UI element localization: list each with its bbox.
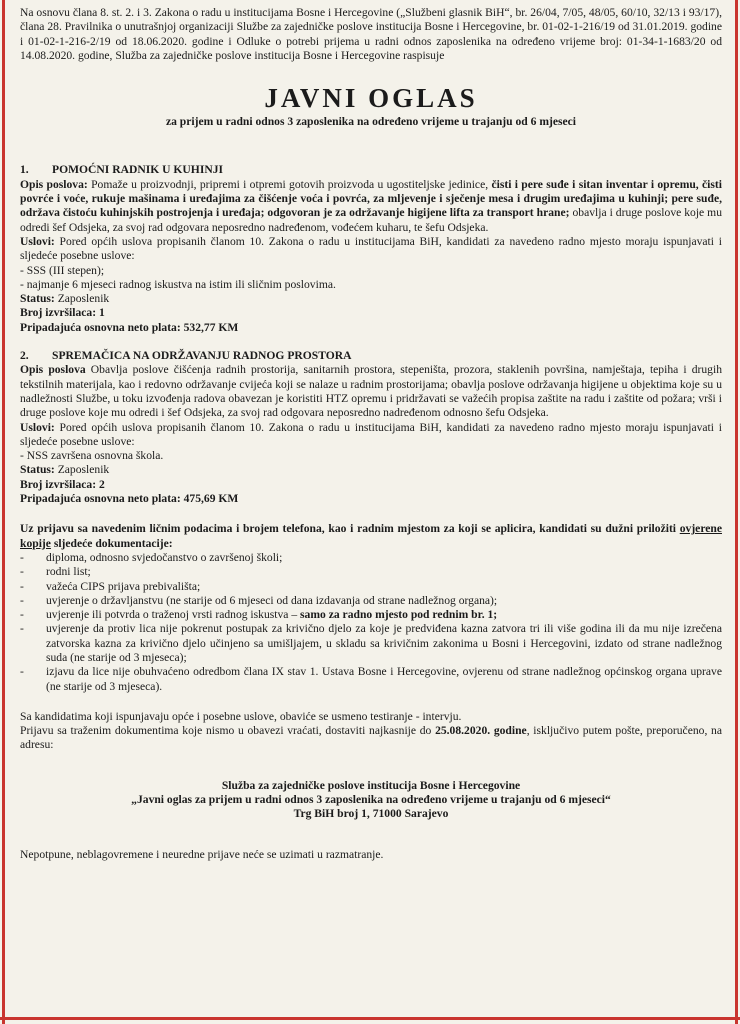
position-2-name: SPREMAČICA NA ODRŽAVANJU RADNOG PROSTORA	[52, 349, 352, 363]
conditions-label: Uslovi:	[20, 420, 55, 434]
documents-intro-underlined: ovjerene kopije	[20, 522, 722, 550]
conditions-text: Pored općih uslova propisanih članom 10. Zakona o radu u institucijama BiH, kandidati za navedeno radno mjesto moraju ispunjavati i sljedeće posebne uslove:	[20, 420, 722, 448]
document-text: važeća CIPS prijava prebivališta;	[46, 579, 201, 593]
document-text: izjavu da lice nije obuhvaćeno odredbom člana IX stav 1. Ustava Bosne i Hercegovine, ovjerenu od strane nadležnog općinskog organa uprave (ne starije od 3 mjeseca).	[46, 665, 722, 693]
list-dash: -	[20, 622, 24, 636]
duties-label: Opis poslova:	[20, 177, 88, 191]
status-label: Status:	[20, 292, 55, 306]
duties-part: Pomaže u proizvodnji, pripremi i otpremi gotovih proizvoda u ugostiteljske jedinice,	[87, 177, 492, 191]
position-2-heading	[20, 349, 722, 363]
list-dash: -	[20, 665, 24, 679]
list-dash: -	[20, 608, 24, 622]
position-1-name: POMOĆNI RADNIK U KUHINJI	[52, 163, 224, 177]
duties-part-bold: čisti i pere suđe i sitan inventar i opremu, čisti povrće i voće, rukuje mašinama i uređajima za čišćenje voća i povrća, za mljevenje i sječenje mesa i drugim uređajima u kuhinji; pere suđe, održava čistoću kuhinjskih postrojenja i uređaja; odgovoran je za održavanje higijene lifta za transport hrane;	[20, 177, 722, 220]
position-1	[20, 163, 722, 335]
status-value: Zaposlenik	[54, 463, 110, 477]
address-line-2: „Javni oglas za prijem u radni odnos 3 zaposlenika na određeno vrijeme u trajanju od 6 mjeseci“	[131, 793, 611, 807]
position-1-duties	[20, 178, 722, 235]
conditions-text: Pored općih uslova propisanih članom 10. Zakona o radu u institucijama BiH, kandidati za navedeno radno mjesto moraju ispunjavati i sljedeće posebne uslove:	[20, 234, 722, 263]
document-item	[20, 565, 722, 579]
position-1-number: 1.	[20, 163, 29, 177]
document-text: diploma, odnosno svjedočanstvo o završenoj školi;	[46, 550, 283, 564]
deadline-paragraph	[20, 724, 722, 753]
position-1-salary: Pripadajuća osnovna neto plata: 532,77 KM	[20, 320, 239, 334]
document-text: uvjerenje o državljanstvu (ne starije od 6 mjeseci od dana izdavanja od strane nadležnog organa);	[46, 593, 498, 607]
position-2-duties	[20, 363, 722, 420]
list-dash: -	[20, 593, 24, 607]
legal-basis-paragraph: Na osnovu člana 8. st. 2. i 3. Zakona o radu u institucijama Bosne i Hercegovine („Službeni glasnik BiH“, br. 26/04, 7/05, 48/05, 60/10, 32/13 i 93/17), člana 28. Pravilnika o unutrašnjoj organizaciji Službe za zajedničke poslove institucija Bosne i Hercegovine, br. 01-02-1-216/19 od 31.01.2019. godine i 01-02-1-216-2/19 od 18.06.2020. godine i Odluke o potrebi prijema u radni odnos zaposlenika na određeno vrijeme broj: 01-34-1-1683/20 od 14.08.2020. godine, Služba za zajedničke poslove institucija Bosne i Hercegovine raspisuje	[20, 6, 722, 62]
document-text: uvjerenje ili potvrda o traženoj vrsti radnog iskustva –	[46, 608, 301, 622]
status-label: Status:	[20, 463, 55, 477]
position-2-executors: Broj izvršilaca: 2	[20, 477, 105, 491]
duties-label: Opis poslova	[20, 363, 86, 377]
list-dash: -	[20, 579, 24, 593]
list-dash: -	[20, 565, 24, 579]
requirement-item: - najmanje 6 mjeseci radnog iskustva na istim ili sličnim poslovima.	[20, 277, 336, 291]
document-item	[20, 551, 722, 565]
document-item	[20, 622, 722, 665]
position-1-status	[20, 292, 722, 306]
duties-part: obavlja i druge poslove koje mu odredi šef Odsjeka, za svoj rad odgovara neposredno nadređenom, vođećem kuharu, te šefu Odsjeka.	[20, 206, 722, 234]
position-1-conditions	[20, 235, 722, 264]
deadline-tail: , isključivo putem pošte, preporučeno, na adresu:	[20, 724, 722, 752]
duties-part: Obavlja poslove čišćenja radnih prostorija, sanitarnih prostora, stepeništa, prozora, staklenih površina, namještaja, tepiha i drugih tekstilnih materijala, kao i redovno održavanje cvijeća koji se nalaze u radnim prostorijama; obavlja poslove održavanja higijene u objektima koje su u nadležnosti Službe, u toku izvođenja radova obavezan je koristiti HTZ opremu i pridržavati se važećih propisa zaštite na radu i zaštite od požara; vrši i druge poslove koje mu odredi i šef Odsjeka, za svoj rad odgovara neposredno nadređenom odnosno šefu Odsjeka.	[20, 363, 722, 420]
position-1-heading	[20, 163, 722, 177]
document-text: uvjerenje da protiv lica nije pokrenut postupak za krivično djelo za koje je predviđena kazna zatvora tri ili više godina ili da mu nije izrečena zatvorska kazna za krivično djelo učinjeno sa umišljajem, u skladu sa krivičnim zakonima u Bosni i Hercegovini, izdato od strane nadležnog suda (ne starije od 3 mjeseca);	[46, 622, 722, 664]
documents-intro-text: Uz prijavu sa navedenim ličnim podacima i brojem telefona, kao i radnim mjestom za koji se aplicira, kandidati su dužni priložiti	[20, 522, 680, 536]
position-2-conditions	[20, 421, 722, 450]
document-item	[20, 580, 722, 594]
requirement-item: - NSS završena osnovna škola.	[20, 449, 164, 463]
address-line-3: Trg BiH broj 1, 71000 Sarajevo	[293, 807, 449, 821]
announcement-title: JAVNI OGLAS	[264, 83, 478, 114]
document-item	[20, 594, 722, 608]
position-2-number: 2.	[20, 349, 29, 363]
red-frame-left	[2, 0, 5, 1024]
list-dash: -	[20, 550, 24, 564]
document-text: rodni list;	[46, 565, 91, 579]
document-item	[20, 608, 722, 622]
announcement-body	[20, 6, 722, 862]
mailing-address	[20, 779, 722, 822]
requirement-item: - SSS (III stepen);	[20, 263, 105, 277]
position-2-salary: Pripadajuća osnovna neto plata: 475,69 KM	[20, 492, 239, 506]
position-1-executors: Broj izvršilaca: 1	[20, 306, 105, 320]
document-text-bold: samo za radno mjesto pod rednim br. 1;	[300, 608, 498, 622]
conditions-label: Uslovi:	[20, 234, 55, 248]
position-2-status	[20, 463, 722, 477]
status-value: Zaposlenik	[54, 292, 110, 306]
documents-intro-tail: sljedeće dokumentacije:	[50, 536, 173, 550]
deadline-text: Prijavu sa traženim dokumentima koje nismo u obavezi vraćati, dostaviti najkasnije do	[20, 724, 436, 738]
document-item	[20, 665, 722, 694]
testing-note: Sa kandidatima koji ispunjavaju opće i posebne uslove, obaviće se usmeno testiranje - intervju.	[20, 709, 462, 723]
deadline-date: 25.08.2020. godine	[435, 724, 527, 738]
red-frame-right	[735, 0, 738, 1024]
red-frame-bottom	[0, 1017, 740, 1020]
documents-list	[20, 551, 722, 694]
documents-intro	[20, 522, 722, 551]
position-2	[20, 349, 722, 506]
announcement-subtitle: za prijem u radni odnos 3 zaposlenika na određeno vrijeme u trajanju od 6 mjeseci	[165, 115, 577, 129]
address-line-1: Služba za zajedničke poslove institucija Bosne i Hercegovine	[221, 778, 521, 792]
closing-note: Nepotpune, neblagovremene i neuredne prijave neće se uzimati u razmatranje.	[20, 847, 384, 861]
